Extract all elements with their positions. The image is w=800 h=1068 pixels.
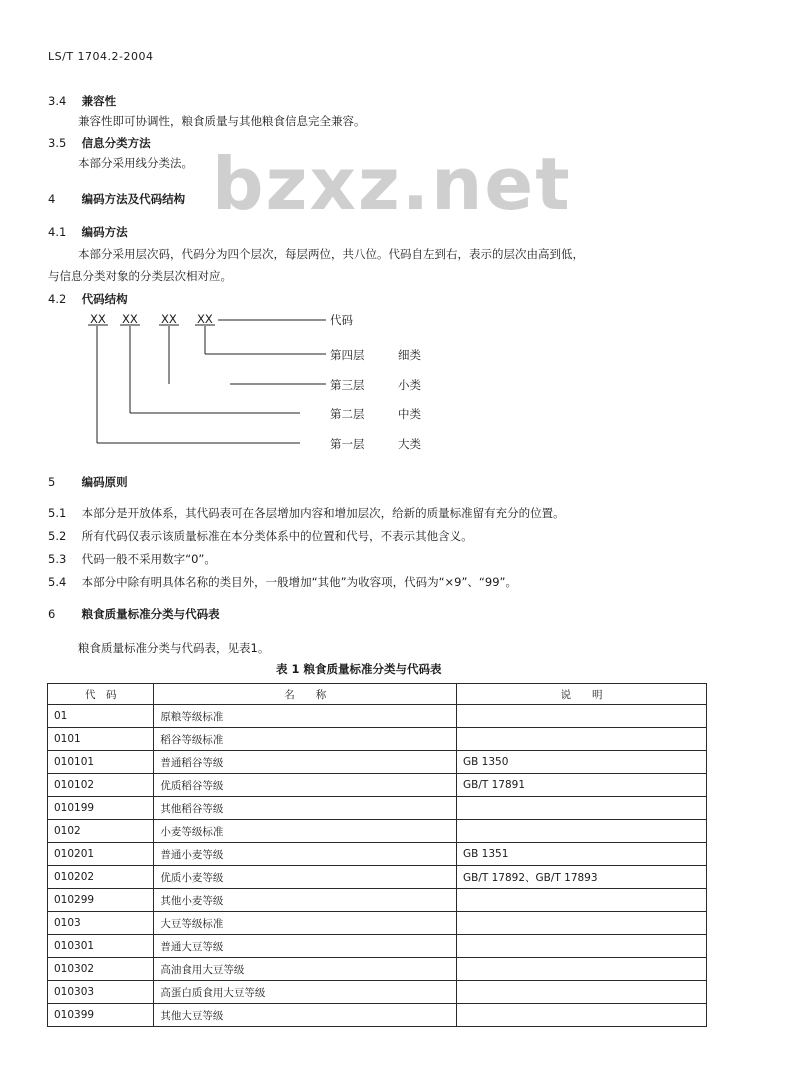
cell-note: GB 1350: [456, 751, 706, 774]
cell-code: 0101: [48, 728, 154, 751]
cell-name: 小麦等级标准: [154, 820, 457, 843]
cell-code: 0103: [48, 912, 154, 935]
code-label: 代码: [330, 313, 353, 327]
section-number: 5.2: [48, 529, 67, 543]
cell-code: 010199: [48, 797, 154, 820]
layer-3-class: 小类: [398, 378, 421, 392]
cell-note: GB/T 17892、GB/T 17893: [456, 866, 706, 889]
header-name: 名 称: [154, 684, 457, 705]
section-number: 3.5: [48, 136, 67, 150]
table-row: [48, 1004, 707, 1027]
code-part-3: XX: [161, 312, 177, 326]
section-number: 3.4: [48, 94, 67, 108]
section-number: 6: [48, 607, 56, 621]
section-title: 编码方法: [81, 225, 128, 239]
table-row: [48, 912, 707, 935]
standard-code-header: LS/T 1704.2-2004: [48, 50, 154, 63]
table-row: [48, 705, 707, 728]
section-title: 信息分类方法: [81, 136, 151, 150]
section-5-4: [48, 574, 517, 590]
section-text: 本部分中除有明具体名称的类目外，一般增加“其他”为收容项，代码为“×9”、“99”。: [81, 575, 517, 589]
layer-3-label: 第三层: [330, 378, 365, 392]
section-text: 所有代码仅表示该质量标准在本分类体系中的位置和代号，不表示其他含义。: [81, 529, 473, 543]
cell-note: [456, 728, 706, 751]
classification-code-table: [47, 683, 707, 1027]
section-number: 4: [48, 192, 56, 206]
cell-code: 010299: [48, 889, 154, 912]
cell-code: 010202: [48, 866, 154, 889]
cell-code: 010301: [48, 935, 154, 958]
layer-2-label: 第二层: [330, 407, 365, 421]
cell-note: [456, 889, 706, 912]
header-note: 说 明: [456, 684, 706, 705]
cell-name: 普通稻谷等级: [154, 751, 457, 774]
section-4-1-heading: [48, 224, 128, 240]
cell-code: 010399: [48, 1004, 154, 1027]
table-row: [48, 797, 707, 820]
cell-name: 稻谷等级标准: [154, 728, 457, 751]
cell-code: 01: [48, 705, 154, 728]
table-row: [48, 935, 707, 958]
section-number: 4.2: [48, 292, 67, 306]
cell-name: 原粮等级标准: [154, 705, 457, 728]
cell-note: [456, 958, 706, 981]
section-4-heading: [48, 191, 185, 207]
section-5-2: [48, 528, 473, 544]
section-6-heading: [48, 606, 220, 622]
table-row: [48, 820, 707, 843]
layer-4-class: 细类: [398, 348, 421, 362]
cell-code: 010303: [48, 981, 154, 1004]
section-5-3: [48, 551, 216, 567]
section-number: 5.1: [48, 506, 67, 520]
section-title: 编码原则: [81, 475, 128, 489]
cell-code: 010201: [48, 843, 154, 866]
cell-name: 优质稻谷等级: [154, 774, 457, 797]
section-title: 代码结构: [81, 292, 128, 306]
cell-name: 其他稻谷等级: [154, 797, 457, 820]
table-row: [48, 981, 707, 1004]
table-row: [48, 728, 707, 751]
table-header-row: [48, 684, 707, 705]
section-number: 5: [48, 475, 56, 489]
section-text: 本部分是开放体系，其代码表可在各层增加内容和增加层次，给新的质量标准留有充分的位置。: [81, 506, 565, 520]
cell-name: 其他大豆等级: [154, 1004, 457, 1027]
cell-note: [456, 797, 706, 820]
cell-name: 大豆等级标准: [154, 912, 457, 935]
layer-1-label: 第一层: [330, 437, 365, 451]
cell-code: 010101: [48, 751, 154, 774]
table-row: [48, 774, 707, 797]
section-3-5-heading: [48, 135, 151, 151]
section-title: 粮食质量标准分类与代码表: [81, 607, 220, 621]
code-part-4: XX: [197, 312, 213, 326]
watermark: bzxz.net: [212, 142, 572, 226]
cell-name: 普通小麦等级: [154, 843, 457, 866]
section-6-text: 粮食质量标准分类与代码表，见表1。: [78, 641, 270, 655]
table-caption: 表 1 粮食质量标准分类与代码表: [276, 662, 442, 676]
cell-note: [456, 912, 706, 935]
section-3-4-heading: [48, 93, 116, 109]
layer-1-class: 大类: [398, 437, 421, 451]
cell-name: 高蛋白质食用大豆等级: [154, 981, 457, 1004]
cell-code: 0102: [48, 820, 154, 843]
cell-name: 高油食用大豆等级: [154, 958, 457, 981]
section-4-1-text-line2: 与信息分类对象的分类层次相对应。: [48, 269, 232, 283]
table-row: [48, 843, 707, 866]
section-3-4-text: 兼容性即可协调性，粮食质量与其他粮食信息完全兼容。: [78, 114, 366, 128]
cell-note: [456, 1004, 706, 1027]
cell-note: [456, 820, 706, 843]
section-4-1-text-line1: 本部分采用层次码，代码分为四个层次，每层两位，共八位。代码自左到右，表示的层次由高到低，: [78, 247, 584, 261]
cell-name: 其他小麦等级: [154, 889, 457, 912]
section-5-heading: [48, 474, 128, 490]
code-part-2: XX: [122, 312, 138, 326]
cell-note: [456, 981, 706, 1004]
cell-name: 普通大豆等级: [154, 935, 457, 958]
cell-code: 010302: [48, 958, 154, 981]
section-title: 兼容性: [81, 94, 117, 108]
cell-note: [456, 705, 706, 728]
header-code: 代 码: [48, 684, 154, 705]
section-5-1: [48, 505, 565, 521]
section-title: 编码方法及代码结构: [81, 192, 186, 206]
layer-2-class: 中类: [398, 407, 421, 421]
table-row: [48, 866, 707, 889]
code-part-1: XX: [90, 312, 106, 326]
table-row: [48, 889, 707, 912]
cell-name: 优质小麦等级: [154, 866, 457, 889]
section-number: 5.4: [48, 575, 67, 589]
table-row: [48, 958, 707, 981]
cell-note: GB/T 17891: [456, 774, 706, 797]
section-3-5-text: 本部分采用线分类法。: [78, 156, 193, 170]
section-number: 5.3: [48, 552, 67, 566]
cell-note: GB 1351: [456, 843, 706, 866]
cell-note: [456, 935, 706, 958]
section-4-2-heading: [48, 291, 128, 307]
section-text: 代码一般不采用数字“0”。: [81, 552, 216, 566]
table-row: [48, 751, 707, 774]
section-number: 4.1: [48, 225, 67, 239]
cell-code: 010102: [48, 774, 154, 797]
layer-4-label: 第四层: [330, 348, 365, 362]
